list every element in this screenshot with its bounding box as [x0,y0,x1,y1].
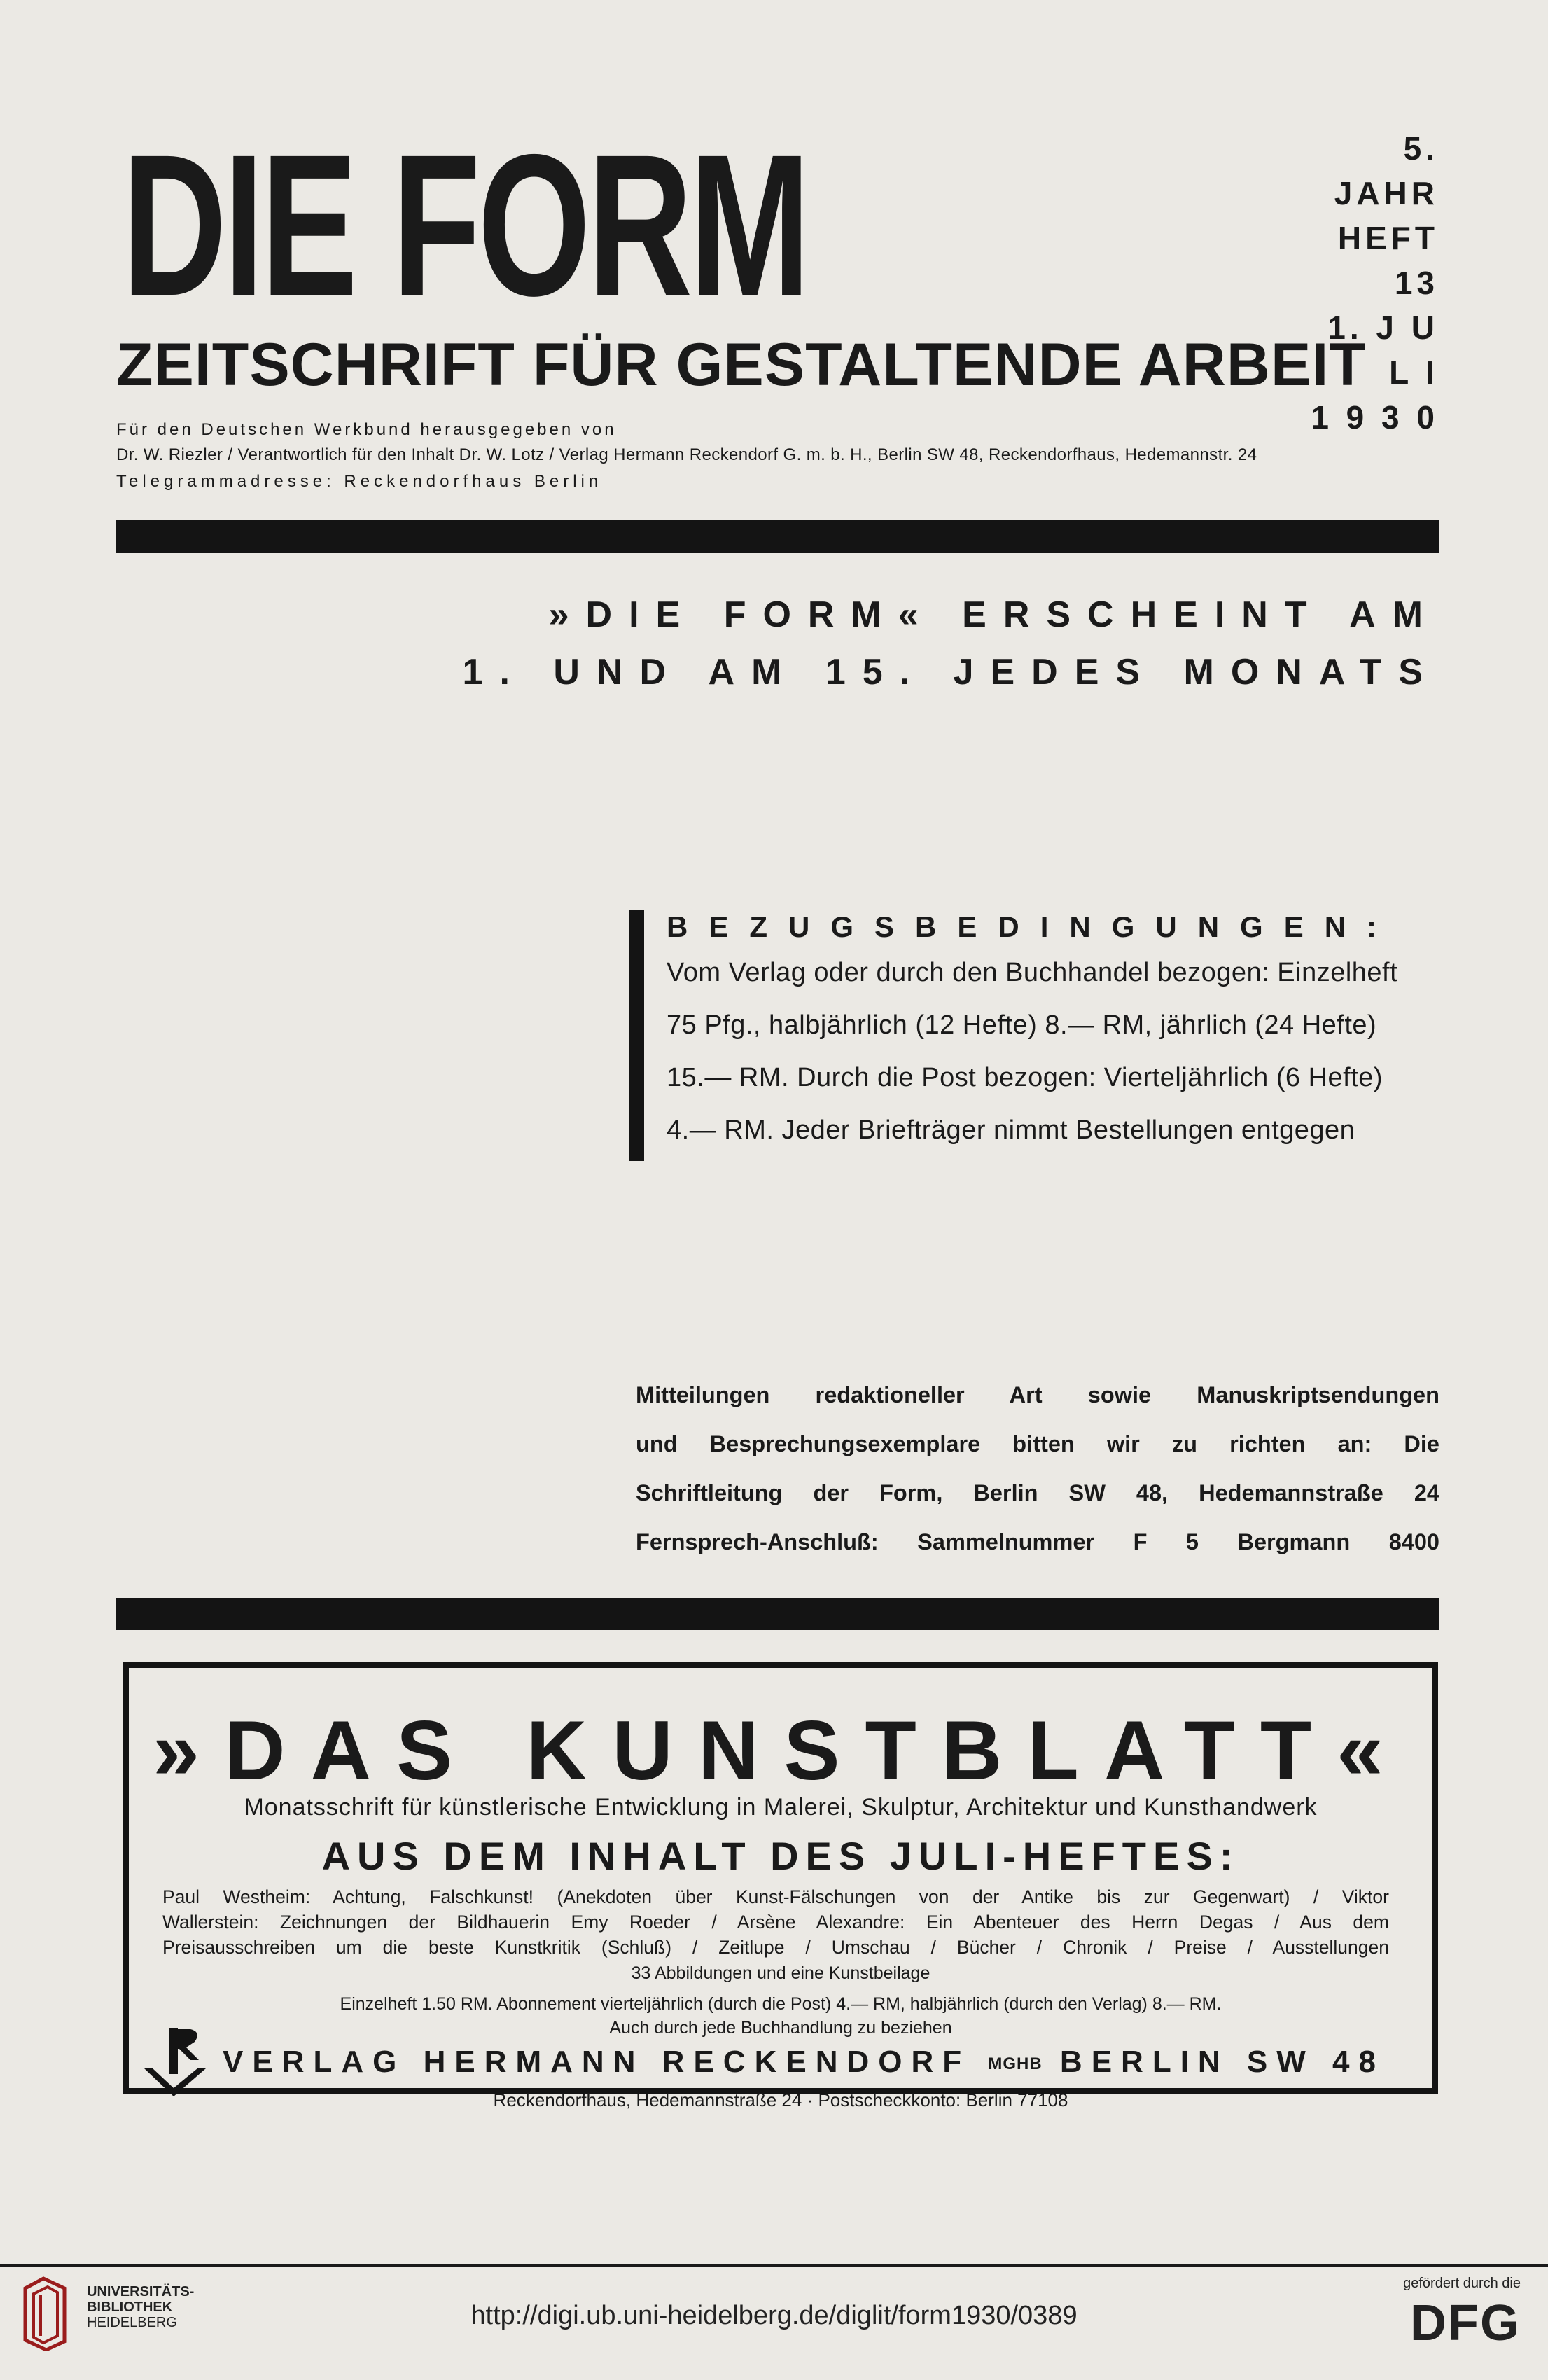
kunstblatt-title: »DAS KUNSTBLATT« [153,1704,1409,1797]
subscription-line: Vom Verlag oder durch den Buchhandel bezogen: Einzelheft [667,958,1398,987]
editorial-line: Schriftleitung der Form, Berlin SW 48, Hedemannstraße 24 [636,1480,1439,1505]
publisher-line: Dr. W. Riezler / Verantwortlich für den Inhalt Dr. W. Lotz / Verlag Hermann Reckendorf G. m. b. H., Berlin SW 48, Reckendorfhaus, Hedemannstr. 24 [116,445,1257,464]
kunstblatt-publisher [223,2045,1385,2080]
issue-date: 1. J U L I [1327,309,1439,391]
library-name-line: HEIDELBERG [87,2315,177,2330]
funding-caption: gefördert durch die [1403,2276,1521,2291]
kunstblatt-contents-line: Preisausschreiben um die beste Kunstkritik (Schluß) / Zeitlupe / Umschau / Bücher / Chronik / Preise / Ausstellungen [162,1937,1389,1958]
issue-year: 5. JAHR [1334,130,1439,211]
library-name-line: UNIVERSITÄTS- [87,2284,195,2299]
editorial-line: Fernsprech-Anschluß: Sammelnummer F 5 Bergmann 8400 [636,1529,1439,1554]
subscription-line: 75 Pfg., halbjährlich (12 Hefte) 8.— RM, jährlich (24 Hefte) [667,1010,1377,1040]
editorial-line: und Besprechungsexemplare bitten wir zu richten an: Die [636,1431,1439,1456]
dfg-logo: DFG [1410,2295,1521,2351]
subscription-line: 4.— RM. Jeder Briefträger nimmt Bestellungen entgegen [667,1115,1355,1145]
kunstblatt-bookstores: Auch durch jede Buchhandlung zu beziehen [609,2018,952,2038]
subscription-line: 15.— RM. Durch die Post bezogen: Vierteljährlich (6 Hefte) [667,1063,1383,1092]
subscription-rule [629,910,644,1161]
masthead-subtitle: ZEITSCHRIFT FÜR GESTALTENDE ARBEIT [116,331,1367,398]
publisher-city: BERLIN SW 48 [1059,2045,1385,2079]
kunstblatt-illustrations: 33 Abbildungen und eine Kunstbeilage [631,1963,930,1983]
source-url-link[interactable]: http://digi.ub.uni-heidelberg.de/diglit/form1930/0389 [470,2301,1078,2330]
library-name-line: BIBLIOTHEK [87,2299,173,2315]
kunstblatt-address: Reckendorfhaus, Hedemannstraße 24 · Postscheckkonto: Berlin 77108 [493,2089,1068,2110]
editorial-line: Mitteilungen redaktioneller Art sowie Manuskriptsendungen [636,1382,1439,1407]
kunstblatt-pricing: Einzelheft 1.50 RM. Abonnement vierteljährlich (durch die Post) 4.— RM, halbjährlich (durch den Verlag) 8.— RM. [340,1994,1222,2014]
publication-notice-line: 1. UND AM 15. JEDES MONATS [462,652,1439,693]
publisher-name: VERLAG HERMANN RECKENDORF [223,2045,971,2079]
kunstblatt-contents-heading: AUS DEM INHALT DES JULI-HEFTES: [321,1834,1240,1878]
issue-year-number: 1 9 3 0 [1311,399,1439,436]
footer-divider [0,2264,1548,2267]
telegram-address: Telegrammadresse: Reckendorfhaus Berlin [116,472,603,491]
divider-bar [116,520,1439,553]
subscription-title: BEZUGSBEDINGUNGEN: [667,910,1398,943]
publication-notice-line: »DIE FORM« ERSCHEINT AM [548,594,1439,635]
publisher-mbh: MGHB [988,2054,1043,2073]
kunstblatt-contents-line: Wallerstein: Zeichnungen der Bildhauerin Emy Roeder / Arsène Alexandre: Ein Abenteuer des Herrn Degas / Aus dem [162,1912,1389,1933]
publisher-line: Für den Deutschen Werkbund herausgegeben von [116,420,617,439]
kunstblatt-contents-line: Paul Westheim: Achtung, Falschkunst! (Anekdoten über Kunst-Fälschungen von der Antike bis zur Gegenwart) / Viktor [162,1886,1389,1907]
divider-bar [116,1598,1439,1630]
masthead-logo: DIE FORM [122,113,808,338]
issue-number: HEFT 13 [1337,220,1439,301]
kunstblatt-subtitle: Monatsschrift für künstlerische Entwicklung in Malerei, Skulptur, Architektur und Kunsthandwerk [244,1794,1318,1821]
